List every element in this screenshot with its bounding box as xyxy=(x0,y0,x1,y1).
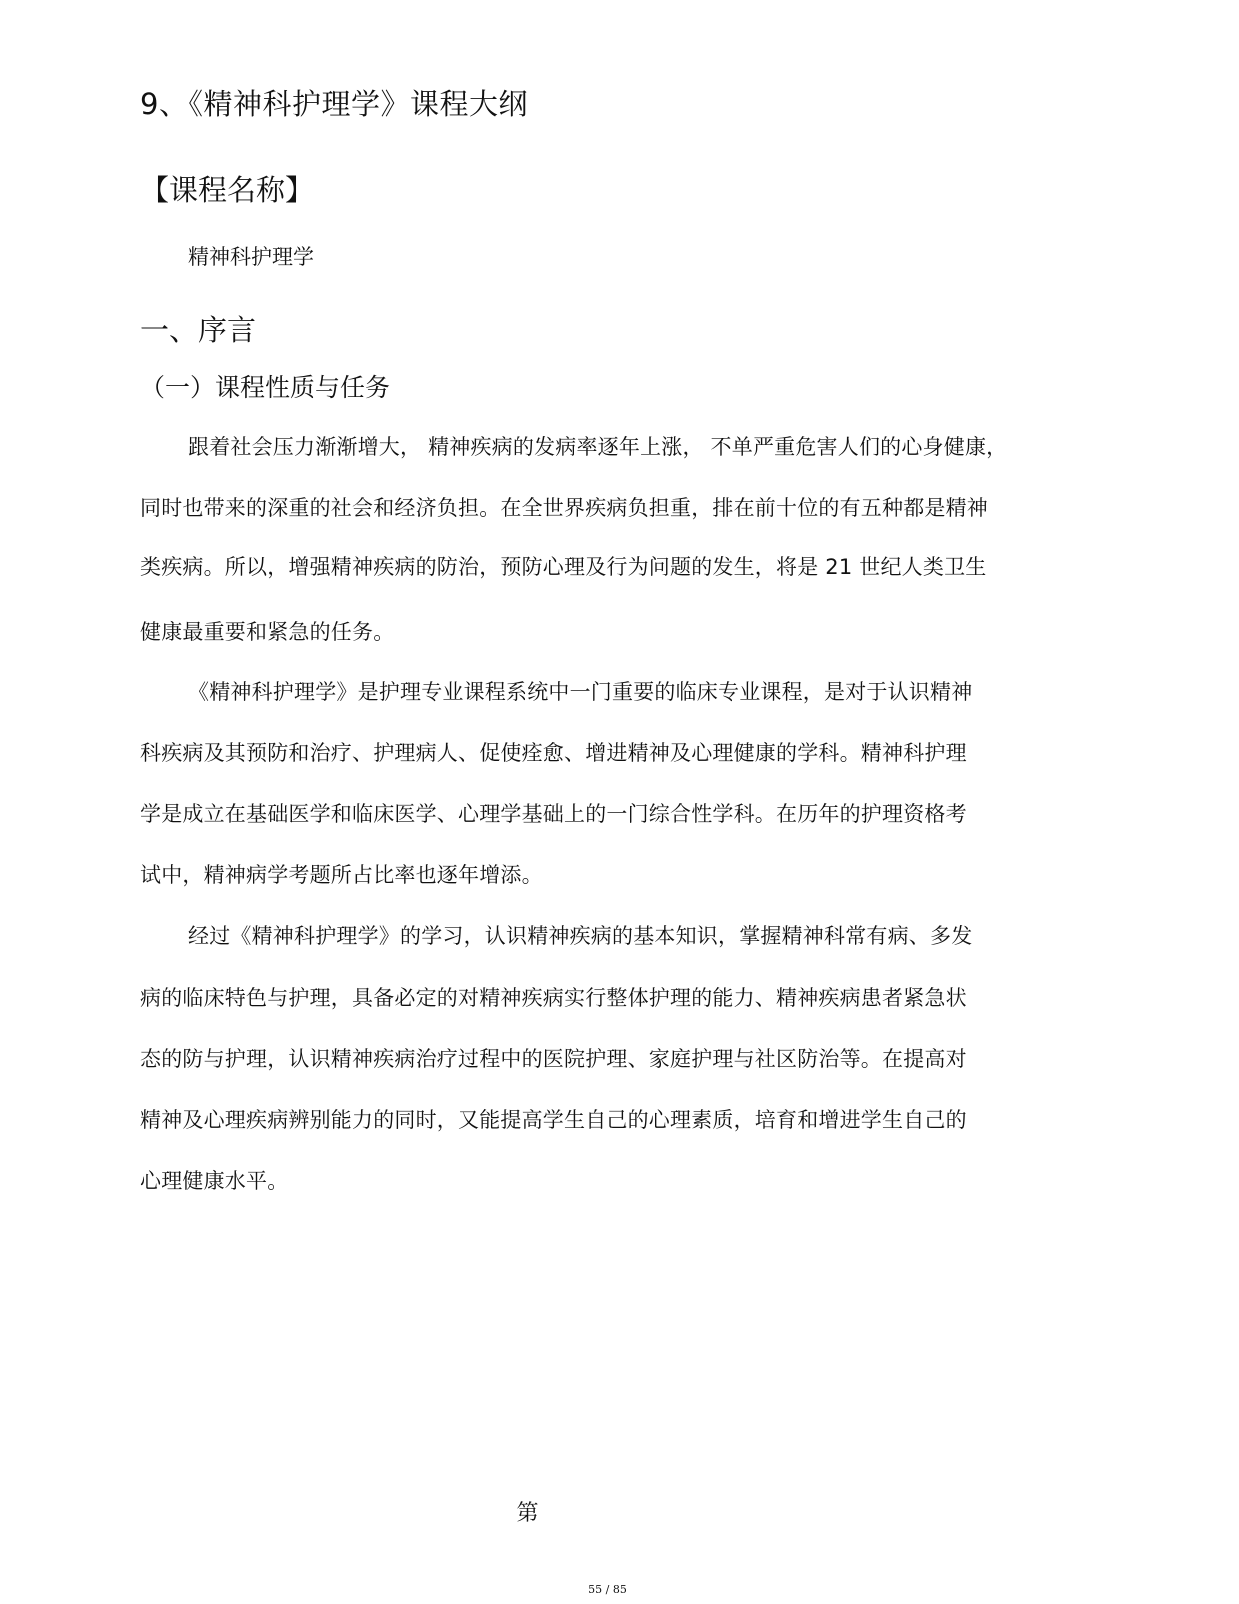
paragraph-2-line-2: 科疾病及其预防和治疗、护理病人、促使痊愈、增进精神及心理健康的学科。精神科护理 xyxy=(140,741,967,765)
paragraph-3-line-4: 精神及心理疾病辨别能力的同时，又能提高学生自己的心理素质，培育和增进学生自己的 xyxy=(140,1108,967,1132)
course-name-heading: 【课程名称】 xyxy=(140,173,315,207)
paragraph-1-line-1: 跟着社会压力渐渐增大， 精神疾病的发病率逐年上涨， 不单严重危害人们的心身健康， xyxy=(188,435,1008,459)
document-title: 9、《精神科护理学》课程大纲 xyxy=(140,87,528,121)
paragraph-2-line-1: 《精神科护理学》是护理专业课程系统中一门重要的临床专业课程，是对于认识精神 xyxy=(188,680,973,704)
subsection-heading-nature-and-tasks: （一）课程性质与任务 xyxy=(140,373,391,402)
paragraph-2-line-4: 试中，精神病学考题所占比率也逐年增添。 xyxy=(140,863,543,887)
paragraph-3-line-5: 心理健康水平。 xyxy=(140,1169,289,1193)
paragraph-3-line-1: 经过《精神科护理学》的学习，认识精神疾病的基本知识，掌握精神科常有病、多发 xyxy=(188,924,973,948)
paragraph-3-line-2: 病的临床特色与护理，具备必定的对精神疾病实行整体护理的能力、精神疾病患者紧急状 xyxy=(140,986,967,1010)
paragraph-3-line-3: 态的防与护理，认识精神疾病治疗过程中的医院护理、家庭护理与社区防治等。在提高对 xyxy=(140,1047,967,1071)
paragraph-1-line-2: 同时也带来的深重的社会和经济负担。在全世界疾病负担重，排在前十位的有五种都是精神 xyxy=(140,496,988,520)
paragraph-1-line-3: 类疾病。所以，增强精神疾病的防治，预防心理及行为问题的发生，将是 21 世纪人类卫生 xyxy=(140,555,987,579)
paragraph-2-line-3: 学是成立在基础医学和临床医学、心理学基础上的一门综合性学科。在历年的护理资格考 xyxy=(140,802,967,826)
course-name-value: 精神科护理学 xyxy=(188,245,314,269)
paragraph-1-line-4: 健康最重要和紧急的任务。 xyxy=(140,620,395,644)
footer-label: 第 xyxy=(516,1501,539,1526)
section-heading-preface: 一、序言 xyxy=(140,313,257,347)
page-number: 55 / 85 xyxy=(588,1583,627,1596)
